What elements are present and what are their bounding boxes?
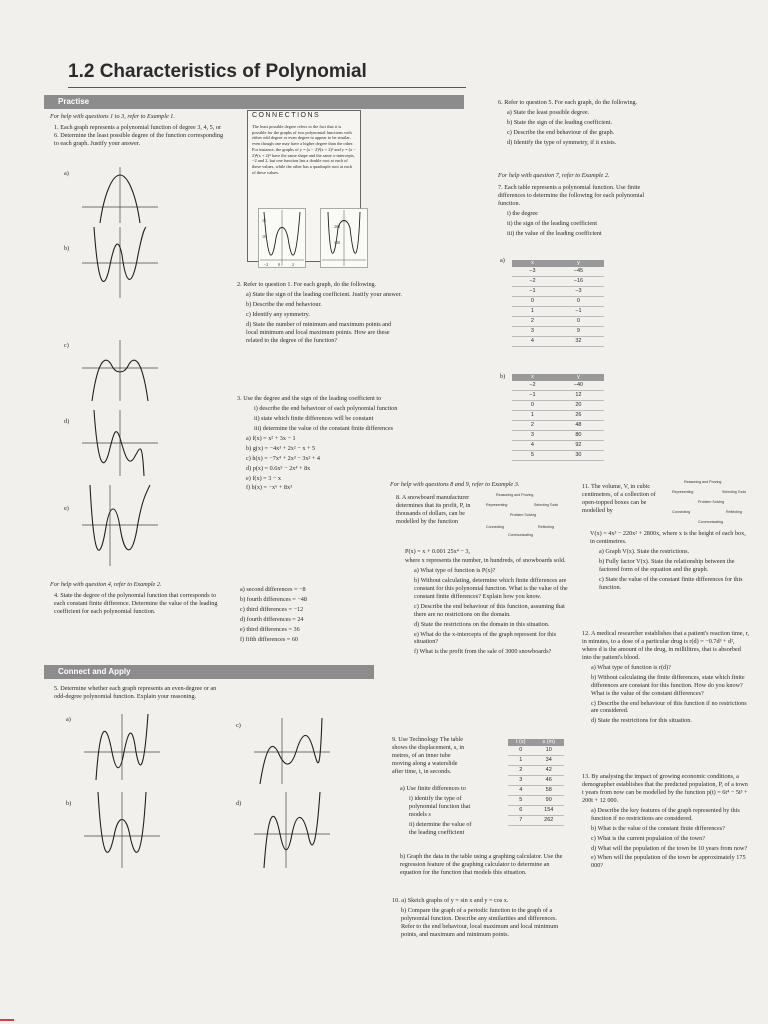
- q12-part-d: d) State the restrictions for this situation.: [591, 717, 692, 725]
- question-11-intro: 11. The volume, V, in cubic centimetres, of a collection of open-topped boxes can be modelled by: [582, 483, 656, 514]
- q10-part-a: 10. a) Sketch graphs of y = sin x and y = cos x.: [392, 897, 509, 904]
- q7a-table-row-cell: −1: [553, 307, 604, 317]
- q7a-table-row-cell: −16: [553, 277, 604, 287]
- q7b-table-row-cell: 20: [553, 401, 604, 411]
- q9-part-a-i: i) identify the type of polynomial function that models s: [409, 794, 471, 818]
- question-4: 4. State the degree of the polynomial function that corresponds to each constant finite difference. Determine the value of the leading coefficient for each polynomial function.: [54, 592, 218, 615]
- q9-table-row: [508, 756, 564, 766]
- q3-func-f: f) b(x) = −x⁶ + 8x³: [246, 484, 292, 492]
- question-8: [405, 557, 573, 658]
- graph-1b-label: b): [64, 245, 70, 252]
- graph-1a-label: a): [64, 170, 69, 177]
- graph-5c: [252, 716, 332, 786]
- q9-table-row: [508, 816, 564, 826]
- q7b-table-row: [512, 421, 604, 431]
- q7-intro: 7. Each table represents a polynomial function. Use finite differences to determine the following for each polynomial function.: [498, 184, 645, 207]
- q8-margin-representing: Representing: [486, 503, 508, 507]
- q7a-table-row: [512, 337, 604, 347]
- q7b-table-row-cell: 4: [512, 441, 553, 451]
- q6-intro: 6. Refer to question 5. For each graph, do the following.: [498, 99, 638, 106]
- connections-tick-x3: 2: [292, 262, 294, 267]
- q12-part-b: b) Without calculating the finite differences, state which finite differences are constant for this function. How do you know? What is the value of the constant differences?: [591, 673, 745, 697]
- q6-part-b: b) State the sign of the leading coefficient.: [507, 118, 613, 126]
- q4-part-d: d) fourth differences = 24: [240, 615, 304, 623]
- q7-table-a-label: a): [500, 257, 505, 264]
- q7a-table-row-cell: 0: [512, 297, 553, 307]
- q4-part-a: a) second differences = −8: [240, 586, 306, 593]
- q7a-table-row-cell: 1: [512, 307, 553, 317]
- q7b-table-row: [512, 411, 604, 421]
- q11-formula: V(x) = 4x³ − 220x² + 2800x, where x is the height of each box, in centimetres.: [590, 530, 746, 545]
- graph-5a-label: a): [66, 716, 71, 723]
- q7a-table-row-cell: 0: [553, 297, 604, 307]
- q11-part-a: a) Graph V(x). State the restrictions.: [599, 547, 690, 555]
- q3-part-ii: ii) state which finite differences will be constant: [254, 414, 374, 422]
- q7b-table-row: [512, 441, 604, 451]
- q7a-table-row-cell: 9: [553, 327, 604, 337]
- q7b-table-row-cell: 2: [512, 421, 553, 431]
- q7a-table-row: [512, 287, 604, 297]
- q9-table-row-cell: 7: [508, 816, 533, 826]
- question-9-a: [400, 785, 480, 839]
- help-note-1: For help with questions 1 to 3, refer to Example 1.: [50, 113, 175, 120]
- q9-part-a-ii: ii) determine the value of the leading coefficient: [409, 820, 472, 836]
- q7a-table-row-cell: 32: [553, 337, 604, 347]
- q6-part-a: a) State the least possible degree.: [507, 108, 590, 116]
- graph-1e-label: e): [64, 505, 69, 512]
- q7b-table-row: [512, 381, 604, 391]
- q9-table-row-cell: 1: [508, 756, 533, 766]
- q8-part-f: f) What is the profit from the sale of 3000 snowboards?: [414, 648, 552, 656]
- connect-apply-header: Connect and Apply: [44, 665, 374, 679]
- q3-func-a: a) f(x) = x² + 3x − 1: [246, 434, 296, 442]
- q7-part-i: i) the degree: [507, 209, 538, 217]
- graph-5d-label: d): [236, 800, 242, 807]
- q7a-table-row-cell: 2: [512, 317, 553, 327]
- page-corner-mark: [0, 1019, 14, 1021]
- q8-part-c: c) Describe the end behaviour of this function, assuming that there are no restrictions on the domain.: [414, 602, 565, 618]
- q7a-header-y: y: [553, 260, 604, 267]
- q9-table-row: [508, 776, 564, 786]
- q6-part-c: c) Describe the end behaviour of the graph.: [507, 128, 615, 136]
- q7b-table-row-cell: 30: [553, 451, 604, 461]
- q7b-table-row: [512, 391, 604, 401]
- q7b-table-row-cell: 1: [512, 411, 553, 421]
- q7-table-b: [512, 374, 604, 461]
- q10-part-b: b) Compare the graph of a periodic function to the graph of a polynomial function. Describe any similarities and differences. Refer to the end behaviour, local maximum and local minimum points, and maximum and minimum points.: [401, 906, 559, 938]
- q7b-table-row-cell: 0: [512, 401, 553, 411]
- connections-body: The least possible degree refers to the fact that it is possible for the graphs of two polynomial functions with either odd degree or even degree to appear to be similar, even though one may have a higher degree than the other. For instance, the graphs of y = (x − 2)²(x + 2)² and y = (x − 2)⁴(x + 2)⁴ have the same shape and the same x-intercepts, −2 and 2, but one function has a double root at each of these values, while the other has a quadruple root at each of these values.: [252, 123, 356, 175]
- graph-1b: [80, 225, 160, 300]
- q7a-table-row-cell: 3: [512, 327, 553, 337]
- q13-part-a: a) Describe the key features of the graph represented by this function if no restrictions are considered.: [591, 806, 740, 822]
- connections-tick-left-1: 15: [262, 218, 266, 223]
- help-note-2: For help with question 4, refer to Example 2.: [50, 581, 162, 588]
- q11-part-c: c) State the value of the constant finite differences for this function.: [599, 575, 743, 591]
- q3-func-e: e) f(x) = 3 − x: [246, 474, 281, 482]
- q7a-table-row-cell: −3: [553, 287, 604, 297]
- q7a-table-row-cell: −2: [512, 277, 553, 287]
- q9-table-row: [508, 796, 564, 806]
- q7a-table-row: [512, 267, 604, 277]
- q7b-table-row-cell: 92: [553, 441, 604, 451]
- connections-tick-left-2: 10: [262, 234, 266, 239]
- graph-1e: [80, 483, 160, 568]
- graph-5c-label: c): [236, 722, 241, 729]
- q9-table-row-cell: 0: [508, 746, 533, 756]
- process-diagram-q11: [672, 480, 756, 528]
- q3-intro: 3. Use the degree and the sign of the leading coefficient to: [237, 395, 382, 402]
- q9-table-row: [508, 786, 564, 796]
- question-11: [590, 530, 750, 594]
- q3-func-c: c) h(x) = −7x⁴ + 2x³ − 3x² + 4: [246, 454, 321, 462]
- q7a-header-x: x: [512, 260, 553, 267]
- q7b-table-row-cell: −2: [512, 381, 553, 391]
- title-underline: [68, 87, 466, 88]
- connections-title: CONNECTIONS: [252, 112, 321, 119]
- q9-part-a: a) Use finite differences to: [400, 785, 466, 792]
- q9-table-row-cell: 46: [533, 776, 564, 786]
- q8-part-e: e) What do the x-intercepts of the graph represent for this situation?: [414, 630, 557, 646]
- q3-part-i: i) describe the end behaviour of each polynomial function: [254, 404, 398, 412]
- q8-after: where x represents the number, in hundreds, of snowboards sold.: [405, 557, 566, 564]
- q7b-table-row: [512, 431, 604, 441]
- q3-part-iii: iii) determine the value of the constant finite differences: [254, 424, 394, 432]
- question-7: [498, 184, 658, 240]
- question-12: [582, 630, 750, 727]
- q9-table-row-cell: 5: [508, 796, 533, 806]
- q7a-table-row: [512, 307, 604, 317]
- q8-margin-selecting: Selecting Tools: [534, 503, 559, 507]
- q8-part-b: b) Without calculating, determine which finite differences are constant for this polynomial function. What is the value of the constant finite differences? Explain how you know.: [414, 576, 568, 600]
- graph-5b-label: b): [66, 800, 72, 807]
- q11-margin-reflecting: Reflecting: [726, 510, 742, 514]
- graph-1d: [80, 408, 160, 478]
- connections-tick-x1: −2: [264, 262, 269, 267]
- question-9-intro: 9. Use Technology The table shows the displacement, s, in metres, of an inner tube moving along a waterslide after time, t, in seconds.: [392, 736, 465, 775]
- question-1: 1. Each graph represents a polynomial function of degree 3, 4, 5, or 6. Determine the least possible degree of the function corresponding to each graph. Justify your answer.: [54, 124, 224, 147]
- graph-5b: [82, 790, 162, 870]
- q9-table-row-cell: 42: [533, 766, 564, 776]
- q7a-table-row: [512, 327, 604, 337]
- q7b-header-y: y: [553, 374, 604, 381]
- q8-margin-problem-solving: Problem Solving: [510, 513, 537, 517]
- q9-header-t: t (s): [508, 739, 533, 746]
- q7b-table-row-cell: 5: [512, 451, 553, 461]
- q4-part-e: e) third differences = 36: [240, 625, 300, 633]
- help-note-8: For help with questions 8 and 9, refer to Example 3.: [390, 481, 520, 488]
- q11-margin-selecting: Selecting Tools: [722, 490, 747, 494]
- q4-part-b: b) fourth differences = −48: [240, 595, 307, 603]
- q8-margin-reflecting: Reflecting: [538, 525, 554, 529]
- question-10: [392, 897, 562, 941]
- q2-part-c: c) Identify any symmetry.: [246, 310, 310, 318]
- q8-margin-communicating: Communicating: [508, 533, 533, 537]
- graph-5d: [252, 790, 332, 870]
- q7b-table-row-cell: −40: [553, 381, 604, 391]
- q9-table-row: [508, 746, 564, 756]
- q9-table: [508, 739, 564, 826]
- practise-header: Practise: [44, 95, 464, 109]
- q11-margin-reasoning: Reasoning and Proving: [684, 480, 722, 484]
- q7b-table-row-cell: 80: [553, 431, 604, 441]
- q9-table-row-cell: 262: [533, 816, 564, 826]
- q2-part-a: a) State the sign of the leading coefficient. Justify your answer.: [246, 290, 402, 298]
- q7b-table-row: [512, 401, 604, 411]
- q8-margin-reasoning: Reasoning and Proving: [496, 493, 534, 497]
- question-8-formula: P(x) = x + 0.001 25x⁴ − 3,: [405, 548, 471, 555]
- q9-table-row-cell: 90: [533, 796, 564, 806]
- q12-part-c: c) Describe the end behaviour of this function if no restrictions are considered.: [591, 699, 747, 715]
- q2-intro: 2. Refer to question 1. For each graph, do the following.: [237, 281, 377, 288]
- q9-table-row-cell: 154: [533, 806, 564, 816]
- q7b-table-row-cell: 48: [553, 421, 604, 431]
- q7a-table-row-cell: 0: [553, 317, 604, 327]
- q4-part-f: f) fifth differences = 60: [240, 635, 299, 643]
- question-13: [582, 773, 750, 872]
- graph-1c-label: c): [64, 342, 69, 349]
- q7-part-ii: ii) the sign of the leading coefficient: [507, 219, 597, 227]
- q12-part-a: a) What type of function is r(d)?: [591, 663, 671, 671]
- q13-part-c: c) What is the current population of the town?: [591, 834, 705, 842]
- q11-margin-representing: Representing: [672, 490, 694, 494]
- q2-part-b: b) Describe the end behaviour.: [246, 300, 322, 308]
- page-title: 1.2 Characteristics of Polynomial: [68, 61, 367, 82]
- question-4-parts: [240, 586, 390, 646]
- q8-part-a: a) What type of function is P(x)?: [414, 566, 496, 574]
- connections-tick-right-2: 100: [334, 240, 340, 245]
- help-note-7: For help with question 7, refer to Example 2.: [498, 172, 610, 179]
- q13-part-e: e) When will the population of the town be approximately 175 000?: [591, 854, 746, 870]
- q2-part-d: d) State the number of minimum and maximum points and local minimum and local maximum points. How are these related to the degree of the function?: [246, 320, 392, 344]
- q9-header-s: s (m): [533, 739, 564, 746]
- q7a-table-row-cell: −45: [553, 267, 604, 277]
- q4-part-c: c) third differences = −12: [240, 605, 304, 613]
- question-3: [237, 395, 402, 494]
- graph-1c: [80, 338, 160, 403]
- q9-table-row-cell: 10: [533, 746, 564, 756]
- q9-table-row-cell: 6: [508, 806, 533, 816]
- q9-table-row: [508, 806, 564, 816]
- q9-table-row-cell: 3: [508, 776, 533, 786]
- graph-5a: [82, 712, 162, 782]
- process-diagram-q8: [486, 493, 566, 541]
- q13-part-b: b) What is the value of the constant finite differences?: [591, 824, 725, 832]
- q7b-table-row: [512, 451, 604, 461]
- q9-table-row-cell: 58: [533, 786, 564, 796]
- q8-part-d: d) State the restrictions on the domain in this situation.: [414, 620, 550, 628]
- question-9-b: b) Graph the data in the table using a graphing calculator. Use the regression feature of the graphing calculator to determine an equation for the function that models this situation.: [400, 853, 563, 876]
- q13-part-d: d) What will the population of the town be 10 years from now?: [591, 844, 748, 852]
- graph-1d-label: d): [64, 418, 70, 425]
- connections-tick-right-1: 200: [334, 224, 340, 229]
- q7a-table-row-cell: 4: [512, 337, 553, 347]
- q7a-table-row: [512, 297, 604, 307]
- q11-margin-problem-solving: Problem Solving: [698, 500, 725, 504]
- q7-table-b-label: b): [500, 373, 506, 380]
- q7-table-a: [512, 260, 604, 347]
- q9-table-row-cell: 4: [508, 786, 533, 796]
- q8-margin-connecting: Connecting: [486, 525, 505, 529]
- q11-margin-communicating: Communicating: [698, 520, 723, 524]
- question-5: 5. Determine whether each graph represents an even-degree or an odd-degree polynomial function. Explain your reasoning.: [54, 685, 217, 700]
- q9-table-row-cell: 2: [508, 766, 533, 776]
- q7a-table-row-cell: −1: [512, 287, 553, 297]
- q7a-table-row: [512, 317, 604, 327]
- connections-graph-right: [320, 208, 368, 268]
- q7a-table-row: [512, 277, 604, 287]
- q11-part-b: b) Fully factor V(x). State the relationship between the factored form of the equation and the graph.: [599, 557, 735, 573]
- q13-intro: 13. By analysing the impact of growing economic conditions, a demographer establishes that the predicted population, P, of a town t years from now can be modelled by the function p(t) = 6t⁴ − 5t³ + 200t + 12 000.: [582, 773, 748, 804]
- connections-tick-x2: 0: [278, 262, 280, 267]
- q11-margin-connecting: Connecting: [672, 510, 691, 514]
- q12-intro: 12. A medical researcher establishes that a patient's reaction time, r, in minutes, to a dose of a particular drug is r(d) = −0.7d³ + d², where d is the amount of the drug, in millilitres, that is absorbed into the patient's blood.: [582, 630, 750, 661]
- q9-table-row: [508, 766, 564, 776]
- q7b-table-row-cell: 26: [553, 411, 604, 421]
- question-6: [498, 99, 658, 149]
- q7b-table-row-cell: 12: [553, 391, 604, 401]
- q7b-header-x: x: [512, 374, 553, 381]
- q6-part-d: d) Identify the type of symmetry, if it exists.: [507, 138, 617, 146]
- q3-func-b: b) g(x) = −4x³ + 2x² − x + 5: [246, 444, 316, 452]
- q7b-table-row-cell: −1: [512, 391, 553, 401]
- question-2: [237, 281, 402, 347]
- q7b-table-row-cell: 3: [512, 431, 553, 441]
- q3-func-d: d) p(x) = 0.6x⁵ − 2x⁴ + 8x: [246, 464, 311, 472]
- q9-table-row-cell: 34: [533, 756, 564, 766]
- question-8-intro: 8. A snowboard manufacturer determines that its profit, P, in thousands of dollars, can be modelled by the function: [396, 494, 471, 525]
- q7a-table-row-cell: −3: [512, 267, 553, 277]
- q7-part-iii: iii) the value of the leading coefficient: [507, 229, 602, 237]
- graph-1a: [80, 165, 160, 225]
